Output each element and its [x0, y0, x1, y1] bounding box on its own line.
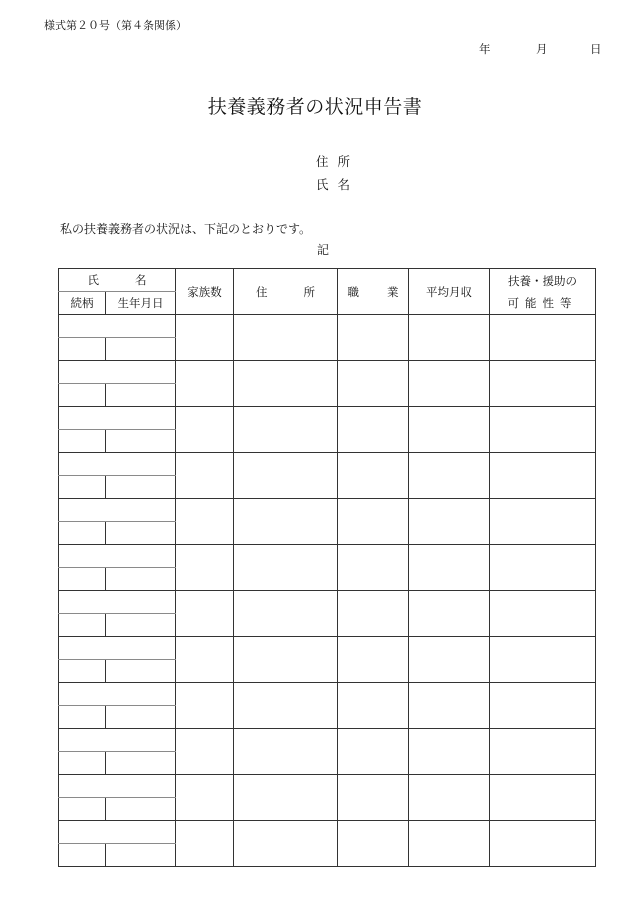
header-occupation-left: 職 — [347, 284, 359, 299]
occupation-cell[interactable] — [338, 545, 409, 591]
table-row — [59, 361, 596, 384]
birthdate-cell[interactable] — [106, 430, 176, 453]
header-occupation-right: 業 — [387, 284, 399, 299]
name-cell[interactable] — [59, 591, 176, 614]
support-possibility-cell[interactable] — [490, 591, 596, 637]
relationship-cell[interactable] — [59, 522, 106, 545]
birthdate-cell[interactable] — [106, 844, 176, 867]
birthdate-cell[interactable] — [106, 338, 176, 361]
support-possibility-cell[interactable] — [490, 315, 596, 361]
occupation-cell[interactable] — [338, 683, 409, 729]
family-count-cell[interactable] — [176, 729, 234, 775]
occupation-cell[interactable] — [338, 453, 409, 499]
table-row — [59, 407, 596, 430]
occupation-cell[interactable] — [338, 775, 409, 821]
table-row — [59, 729, 596, 752]
occupation-cell[interactable] — [338, 361, 409, 407]
name-cell[interactable] — [59, 683, 176, 706]
address-cell[interactable] — [234, 591, 338, 637]
applicant-name-label: 氏名 — [316, 177, 360, 192]
family-count-cell[interactable] — [176, 315, 234, 361]
date-month-label: 月 — [536, 42, 548, 56]
name-cell[interactable] — [59, 729, 176, 752]
occupation-cell[interactable] — [338, 637, 409, 683]
family-count-cell[interactable] — [176, 775, 234, 821]
address-cell[interactable] — [234, 315, 338, 361]
header-name — [59, 269, 176, 292]
family-count-cell[interactable] — [176, 453, 234, 499]
address-cell[interactable] — [234, 637, 338, 683]
relationship-cell[interactable] — [59, 706, 106, 729]
address-cell[interactable] — [234, 683, 338, 729]
header-support-line2: 可能性等 — [507, 295, 578, 310]
header-name-right: 名 — [135, 273, 147, 287]
relationship-cell[interactable] — [59, 476, 106, 499]
birthdate-cell[interactable] — [106, 384, 176, 407]
table-row — [59, 821, 596, 844]
relationship-cell[interactable] — [59, 384, 106, 407]
birthdate-cell[interactable] — [106, 752, 176, 775]
support-possibility-cell[interactable] — [490, 407, 596, 453]
address-cell[interactable] — [234, 453, 338, 499]
address-cell[interactable] — [234, 545, 338, 591]
family-count-cell[interactable] — [176, 637, 234, 683]
document-title: 扶養義務者の状況申告書 — [207, 96, 423, 118]
relationship-cell[interactable] — [59, 614, 106, 637]
table-row — [59, 545, 596, 568]
name-cell[interactable] — [59, 499, 176, 522]
header-support-line1: 扶養・援助の — [508, 273, 577, 288]
header-name-left: 氏 — [87, 273, 99, 287]
table-row — [59, 637, 596, 660]
date-day-label: 日 — [590, 42, 602, 56]
header-monthly-income: 平均月収 — [409, 269, 490, 315]
family-count-cell[interactable] — [176, 683, 234, 729]
header-address-right: 所 — [303, 284, 315, 299]
name-cell[interactable] — [59, 361, 176, 384]
dependents-table — [58, 268, 596, 867]
header-relationship: 続柄 — [59, 292, 106, 315]
occupation-cell[interactable] — [338, 315, 409, 361]
occupation-cell[interactable] — [338, 499, 409, 545]
monthly-income-cell[interactable] — [409, 545, 490, 591]
support-possibility-cell[interactable] — [490, 545, 596, 591]
table-row — [59, 315, 596, 338]
support-possibility-cell[interactable] — [490, 775, 596, 821]
occupation-cell[interactable] — [338, 407, 409, 453]
monthly-income-cell[interactable] — [409, 407, 490, 453]
monthly-income-cell[interactable] — [409, 315, 490, 361]
address-cell[interactable] — [234, 407, 338, 453]
birthdate-cell[interactable] — [106, 568, 176, 591]
statement-text: 私の扶養義務者の状況は、下記のとおりです。 — [60, 222, 312, 236]
support-possibility-cell[interactable] — [490, 683, 596, 729]
birthdate-cell[interactable] — [106, 798, 176, 821]
support-possibility-cell[interactable] — [490, 821, 596, 867]
family-count-cell[interactable] — [176, 499, 234, 545]
applicant-address-label: 住所 — [316, 154, 360, 169]
address-cell[interactable] — [234, 361, 338, 407]
header-family-count: 家族数 — [176, 269, 234, 315]
family-count-cell[interactable] — [176, 591, 234, 637]
monthly-income-cell[interactable] — [409, 361, 490, 407]
birthdate-cell[interactable] — [106, 522, 176, 545]
relationship-cell[interactable] — [59, 798, 106, 821]
address-cell[interactable] — [234, 821, 338, 867]
name-cell[interactable] — [59, 775, 176, 798]
monthly-income-cell[interactable] — [409, 637, 490, 683]
family-count-cell[interactable] — [176, 361, 234, 407]
support-possibility-cell[interactable] — [490, 729, 596, 775]
occupation-cell[interactable] — [338, 591, 409, 637]
address-cell[interactable] — [234, 499, 338, 545]
address-cell[interactable] — [234, 775, 338, 821]
relationship-cell[interactable] — [59, 338, 106, 361]
name-cell[interactable] — [59, 407, 176, 430]
support-possibility-cell[interactable] — [490, 453, 596, 499]
monthly-income-cell[interactable] — [409, 683, 490, 729]
monthly-income-cell[interactable] — [409, 775, 490, 821]
name-cell[interactable] — [59, 545, 176, 568]
table-row — [59, 453, 596, 476]
relationship-cell[interactable] — [59, 568, 106, 591]
table-row — [59, 683, 596, 706]
monthly-income-cell[interactable] — [409, 499, 490, 545]
relationship-cell[interactable] — [59, 844, 106, 867]
occupation-cell[interactable] — [338, 821, 409, 867]
table-row — [59, 591, 596, 614]
date-year-label: 年 — [479, 42, 491, 56]
support-possibility-cell[interactable] — [490, 499, 596, 545]
relationship-cell[interactable] — [59, 752, 106, 775]
family-count-cell[interactable] — [176, 821, 234, 867]
dependents-table-body — [59, 315, 596, 867]
form-number: 様式第２０号（第４条関係） — [44, 19, 187, 32]
name-cell[interactable] — [59, 821, 176, 844]
occupation-cell[interactable] — [338, 729, 409, 775]
name-cell[interactable] — [59, 315, 176, 338]
header-birthdate: 生年月日 — [106, 292, 176, 315]
birthdate-cell[interactable] — [106, 476, 176, 499]
table-row — [59, 775, 596, 798]
monthly-income-cell[interactable] — [409, 729, 490, 775]
address-cell[interactable] — [234, 729, 338, 775]
header-occupation — [338, 269, 409, 315]
support-possibility-cell[interactable] — [490, 637, 596, 683]
family-count-cell[interactable] — [176, 407, 234, 453]
name-cell[interactable] — [59, 637, 176, 660]
header-address — [234, 269, 338, 315]
name-cell[interactable] — [59, 453, 176, 476]
relationship-cell[interactable] — [59, 430, 106, 453]
birthdate-cell[interactable] — [106, 660, 176, 683]
family-count-cell[interactable] — [176, 545, 234, 591]
header-address-left: 住 — [256, 284, 268, 299]
birthdate-cell[interactable] — [106, 614, 176, 637]
relationship-cell[interactable] — [59, 660, 106, 683]
monthly-income-cell[interactable] — [409, 821, 490, 867]
monthly-income-cell[interactable] — [409, 591, 490, 637]
ki-label: 記 — [317, 243, 330, 257]
header-support-possibility — [490, 269, 596, 315]
table-row — [59, 499, 596, 522]
support-possibility-cell[interactable] — [490, 361, 596, 407]
birthdate-cell[interactable] — [106, 706, 176, 729]
monthly-income-cell[interactable] — [409, 453, 490, 499]
